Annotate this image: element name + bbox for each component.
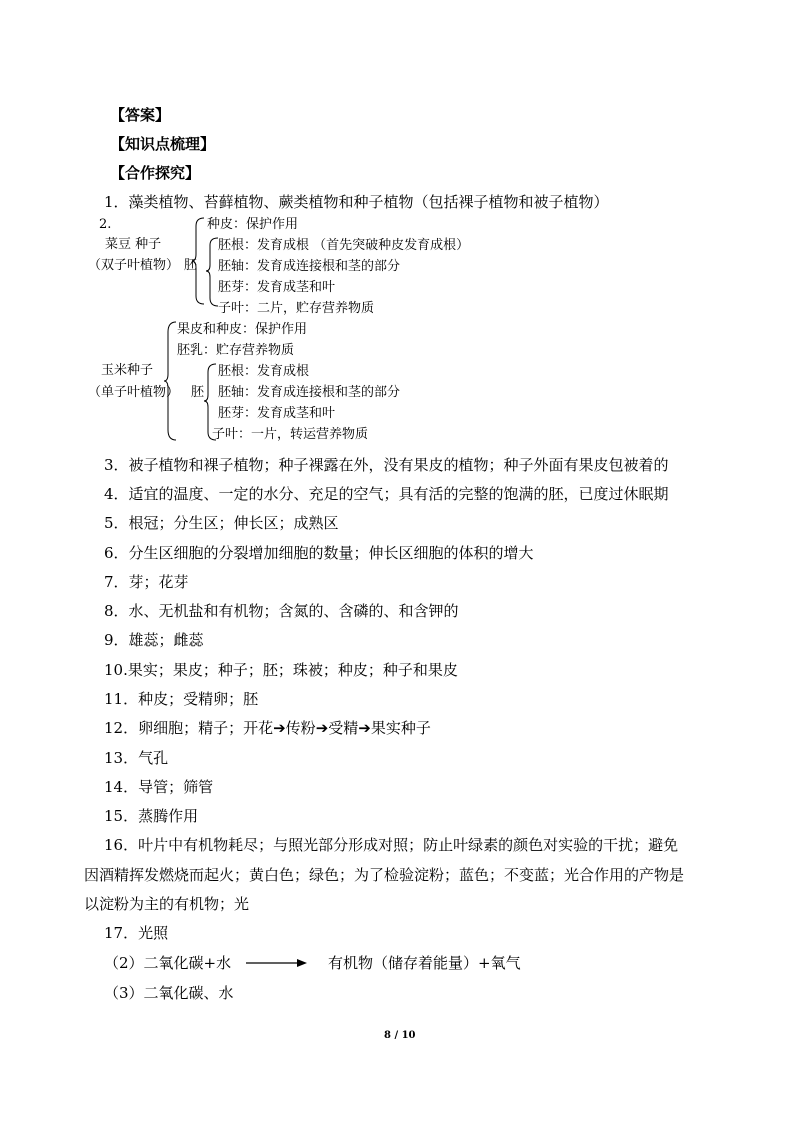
- item-10: 10.果实；果皮；种子；胚；珠被；种皮；种子和果皮: [104, 661, 458, 679]
- corn-radicle: 胚根：发育成根: [218, 364, 310, 379]
- knowledge-heading: 【知识点梳理】: [110, 135, 216, 153]
- bean-plumule: 胚芽：发育成茎和叶: [218, 280, 336, 295]
- item-17: 17．光照: [104, 924, 169, 942]
- item-16-line-1: 16．叶片中有机物耗尽；与照光部分形成对照；防止叶绿素的颜色对实验的干扰；避免: [104, 836, 679, 854]
- item-17-part-3: （3）二氧化碳、水: [104, 984, 234, 1002]
- bean-seed-label: 菜豆 种子: [105, 237, 162, 252]
- item-8: 8．水、无机盐和有机物；含氮的、含磷的、和含钾的: [104, 602, 459, 620]
- answer-heading: 【答案】: [110, 106, 171, 124]
- item-12-step-pollination: 传粉: [285, 719, 316, 737]
- item-12-prefix: 12．卵细胞；精子；开花: [104, 719, 274, 737]
- corn-hypocotyl: 胚轴：发育成连接根和茎的部分: [218, 385, 401, 400]
- item-6: 6．分生区细胞的分裂增加细胞的数量；伸长区细胞的体积的增大: [104, 544, 534, 562]
- item-4: 4．适宜的温度、一定的水分、充足的空气；具有活的完整的饱满的胚，已度过休眠期: [104, 485, 669, 503]
- item-16-line-3: 以淀粉为主的有机物；光: [84, 895, 250, 913]
- bean-seed-coat: 种皮：保护作用: [207, 217, 299, 232]
- bean-outer-brace: [192, 216, 206, 306]
- bean-embryo-label: 胚: [184, 258, 198, 273]
- item-9: 9．雄蕊；雌蕊: [104, 631, 204, 649]
- corn-outer-brace: [164, 320, 178, 442]
- item-15: 15．蒸腾作用: [104, 807, 199, 825]
- arrow-icon: ➔: [273, 719, 286, 737]
- explore-heading: 【合作探究】: [110, 164, 201, 182]
- item-12-step-fruit-seed: 果实种子: [370, 719, 431, 737]
- corn-embryo-label: 胚: [191, 385, 205, 400]
- corn-seed-label: 玉米种子: [101, 363, 154, 378]
- corn-monocot-label: （单子叶植物）: [88, 385, 180, 400]
- item-3: 3．被子植物和裸子植物；种子裸露在外，没有果皮的植物；种子外面有果皮包被着的: [104, 456, 669, 474]
- item-16-line-2: 因酒精挥发燃烧而起火；黄白色；绿色；为了检验淀粉；蓝色；不变蓝；光合作用的产物是: [84, 866, 685, 884]
- corn-endosperm: 胚乳：贮存营养物质: [177, 343, 295, 358]
- arrow-icon: ➔: [315, 719, 329, 737]
- bean-radicle: 胚根：发育成根 （首先突破种皮发育成根）: [218, 238, 470, 253]
- item-12: [104, 718, 431, 738]
- reaction-arrow-icon: [245, 957, 309, 969]
- item-14: 14．导管；筛管: [104, 778, 214, 796]
- page-number: 8 / 10: [384, 1030, 416, 1041]
- item-12-step-fertilization: 受精: [328, 719, 359, 737]
- bean-dicot-label: （双子叶植物）: [88, 258, 180, 273]
- bean-cotyledon: 子叶：二片，贮存营养物质: [218, 301, 375, 316]
- item-17-equation-left: （2）二氧化碳+水: [104, 954, 232, 972]
- corn-pericarp: 果皮和种皮：保护作用: [177, 322, 308, 337]
- item-7: 7．芽；花芽: [104, 573, 189, 591]
- arrow-icon: ➔: [358, 719, 371, 737]
- item-1: 1．藻类植物、苔藓植物、蕨类植物和种子植物（包括裸子植物和被子植物）: [104, 193, 609, 211]
- item-17-equation-right: 有机物（储存着能量）+氧气: [328, 954, 521, 972]
- item-2-number: 2.: [99, 217, 112, 232]
- bean-hypocotyl: 胚轴：发育成连接根和茎的部分: [218, 259, 401, 274]
- item-5: 5．根冠；分生区；伸长区；成熟区: [104, 514, 339, 532]
- item-11: 11．种皮；受精卵；胚: [104, 690, 259, 708]
- corn-plumule: 胚芽：发育成茎和叶: [218, 406, 336, 421]
- item-13: 13．气孔: [104, 749, 169, 767]
- corn-cotyledon: 子叶：一片，转运营养物质: [212, 427, 369, 442]
